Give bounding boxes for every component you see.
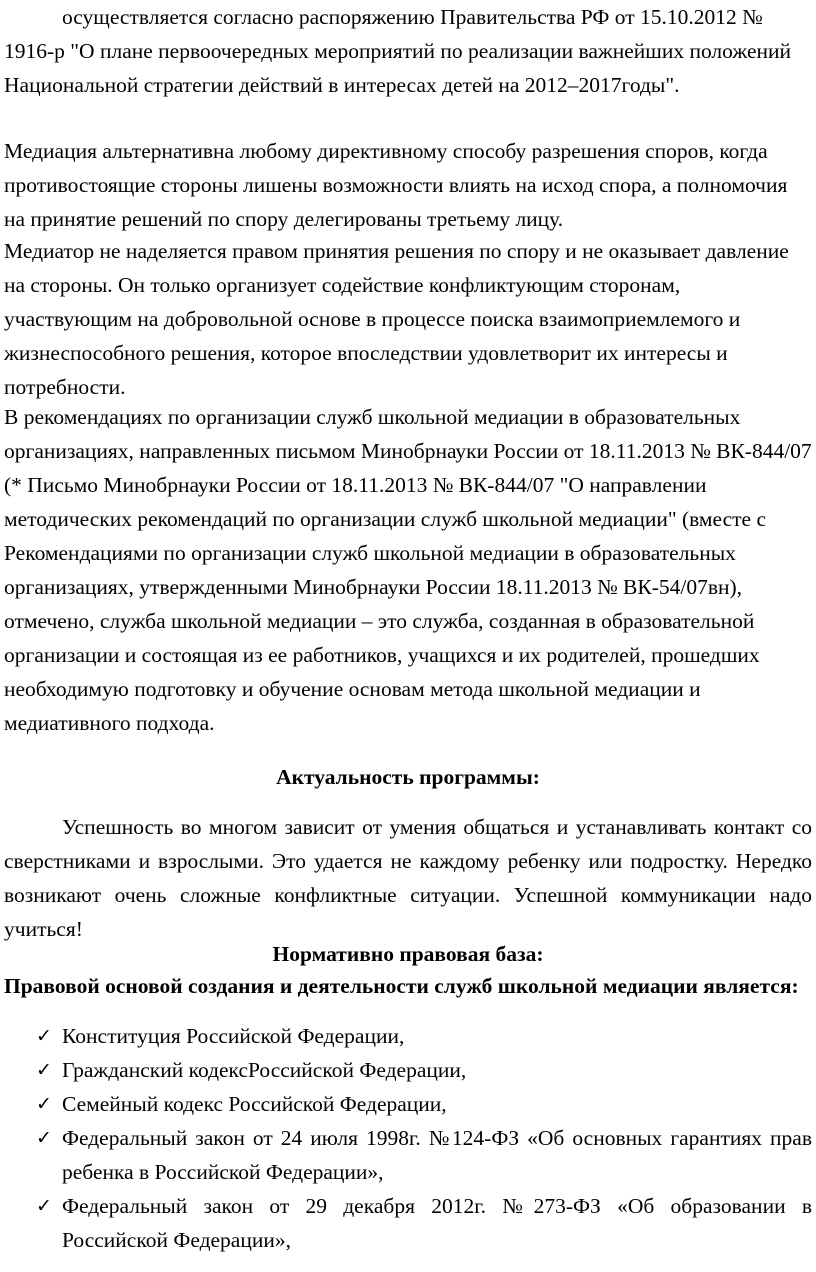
checkmark-icon: ✓	[36, 1093, 52, 1115]
paragraph-relevance: Успешность во многом зависит от умения общаться и устанавливать контакт со сверстниками и взрослыми. Это удается не каждому ребенку или подростку. Нередко возникают очень сложные конфликтные ситуации. Успешной коммуникации надо учиться!	[4, 815, 812, 941]
heading-relevance: Актуальность программы:	[276, 765, 540, 789]
list-item-text: Федеральный закон от 24 июля 1998г. №124-ФЗ «Об основных гарантиях прав ребенка в Российской Федерации»,	[62, 1126, 812, 1184]
heading-legal-base: Нормативно правовая база:	[272, 942, 544, 966]
paragraph-mediator-role: Медиатор не наделяется правом принятия решения по спору и не оказывает давление на стороны. Он только организует содействие конфликтующим сторонам, участвующим на добровольной основе в процессе поиска взаимоприемлемого и жизнеспособного решения, которое впоследствии удовлетворит их интересы и потребности.	[4, 239, 789, 399]
list-item	[0, 1189, 816, 1257]
paragraph-government-order: осуществляется согласно распоряжению Правительства РФ от 15.10.2012 № 1916-р "О плане первоочередных мероприятий по реализации важнейших положений Национальной стратегии действий в интересах детей на 2012–2017годы".	[4, 5, 792, 97]
legal-acts-list	[0, 1019, 816, 1257]
list-item-text: Гражданский кодексРоссийской Федерации,	[62, 1058, 467, 1082]
list-item	[0, 1053, 816, 1087]
paragraph-recommendations: В рекомендациях по организации служб школьной медиации в образовательных организациях, направленных письмом Минобрнауки России от 18.11.2013 № ВК-844/07 (* Письмо Минобрнауки России от 18.11.2013 № ВК-844/07 "О направлении методических рекомендаций по организации служб школьной медиации" (вместе с Рекомендациями по организации служб школьной медиации в образовательных организациях, утвержденными Минобрнауки России 18.11.2013 № ВК-54/07вн), отмечено, служба школьной медиации – это служба, созданная в образовательной организации и состоящая из ее работников, учащихся и их родителей, прошедших необходимую подготовку и обучение основам метода школьной медиации и медиативного подхода.	[4, 405, 812, 735]
checkmark-icon: ✓	[36, 1127, 52, 1149]
paragraph-mediation-alternative: Медиация альтернативна любому директивному способу разрешения споров, когда противостоящие стороны лишены возможности влиять на исход спора, а полномочия на принятие решений по спору делегированы третьему лицу.	[4, 139, 788, 231]
checkmark-icon: ✓	[36, 1059, 52, 1081]
list-item	[0, 1019, 816, 1053]
list-item-text: Федеральный закон от 29 декабря 2012г. №273-ФЗ «Об образовании в Российской Федерации»,	[62, 1194, 812, 1252]
legal-base-intro: Правовой основой создания и деятельности служб школьной медиации является:	[4, 974, 799, 998]
list-item	[0, 1121, 816, 1189]
list-item-text: Конституция Российской Федерации,	[62, 1024, 405, 1048]
list-item-text: Семейный кодекс Российской Федерации,	[62, 1092, 447, 1116]
list-item	[0, 1087, 816, 1121]
checkmark-icon: ✓	[36, 1195, 52, 1217]
checkmark-icon: ✓	[36, 1025, 52, 1047]
